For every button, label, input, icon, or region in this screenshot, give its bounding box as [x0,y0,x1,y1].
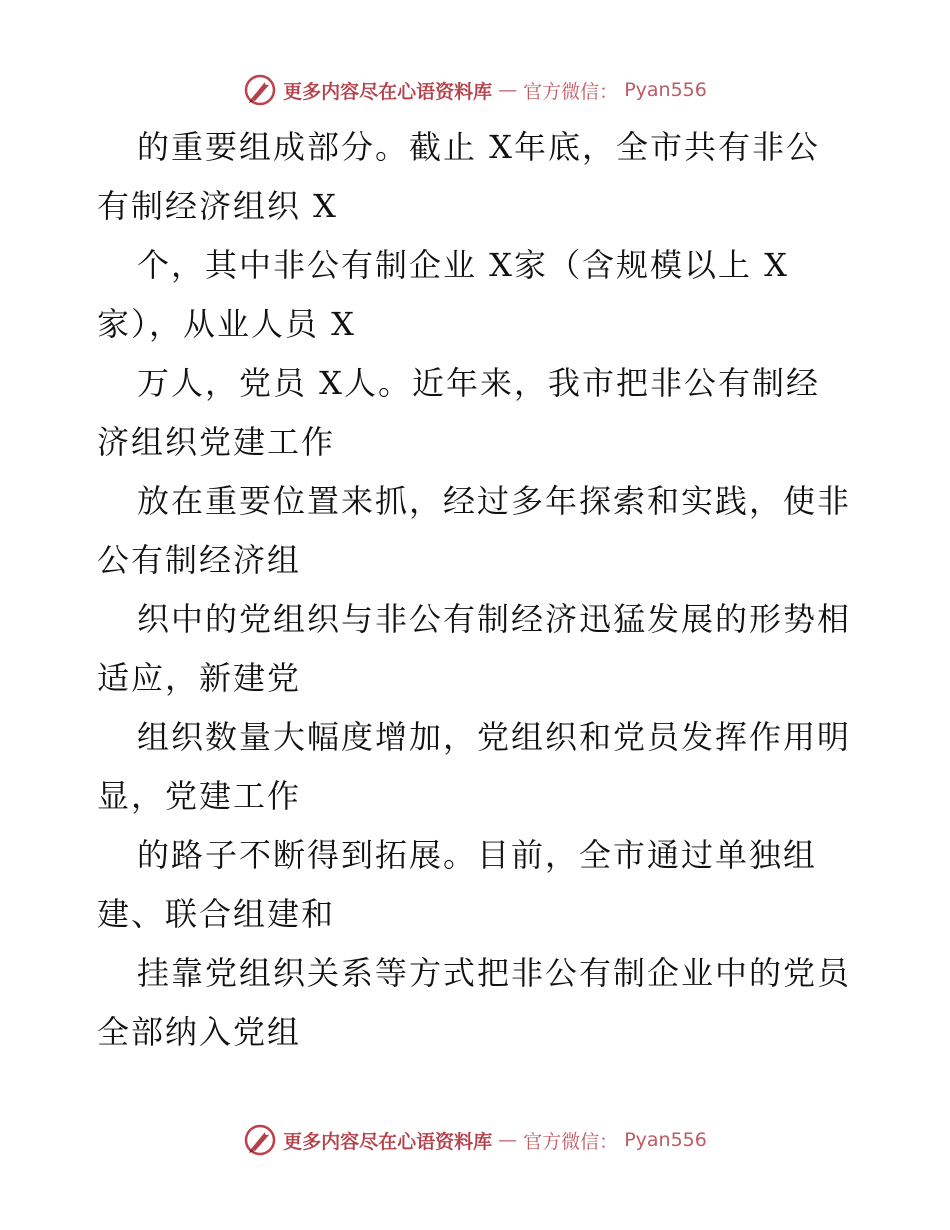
body-line: 建、联合组建和 [97,895,336,933]
body-line: 家），从业人员 X [97,305,356,343]
body-line: 挂靠党组织关系等方式把非公有制企业中的党员 [137,954,852,992]
body-line: 放在重要位置来抓，经过多年探索和实践，使非 [137,482,852,520]
quill-pen-logo-icon [243,73,277,107]
body-line: 个，其中非公有制企业 X家（含规模以上 X [137,246,789,284]
watermark-wechat-label: 官方微信： [523,80,619,103]
body-line: 有制经济组织 X [97,187,338,225]
watermark-separator: — [498,1129,518,1151]
body-line: 织中的党组织与非公有制经济迅猛发展的形势相 [137,600,852,638]
footer-watermark [0,1120,950,1160]
watermark-wechat-id: Pyan556 [624,1129,707,1151]
body-line: 显，党建工作 [97,777,302,815]
watermark-separator: — [498,79,518,101]
body-line: 适应，新建党 [97,659,302,697]
header-watermark [0,70,950,110]
body-line: 组织数量大幅度增加，党组织和党员发挥作用明 [137,718,852,756]
body-line: 全部纳入党组 [97,1013,302,1051]
watermark-wechat-label: 官方微信： [523,1130,619,1153]
body-line: 公有制经济组 [97,541,302,579]
body-line: 的路子不断得到拓展。目前，全市通过单独组 [137,836,818,874]
watermark-brand: 更多内容尽在心语资料库 [283,1130,493,1153]
body-line: 万人，党员 X人。近年来，我市把非公有制经 [137,364,820,402]
watermark-brand: 更多内容尽在心语资料库 [283,80,493,103]
body-line: 的重要组成部分。截止 X年底，全市共有非公 [137,128,820,166]
document-body [97,118,887,1062]
quill-pen-logo-icon [243,1123,277,1157]
watermark-wechat-id: Pyan556 [624,79,707,101]
body-line: 济组织党建工作 [97,423,336,461]
